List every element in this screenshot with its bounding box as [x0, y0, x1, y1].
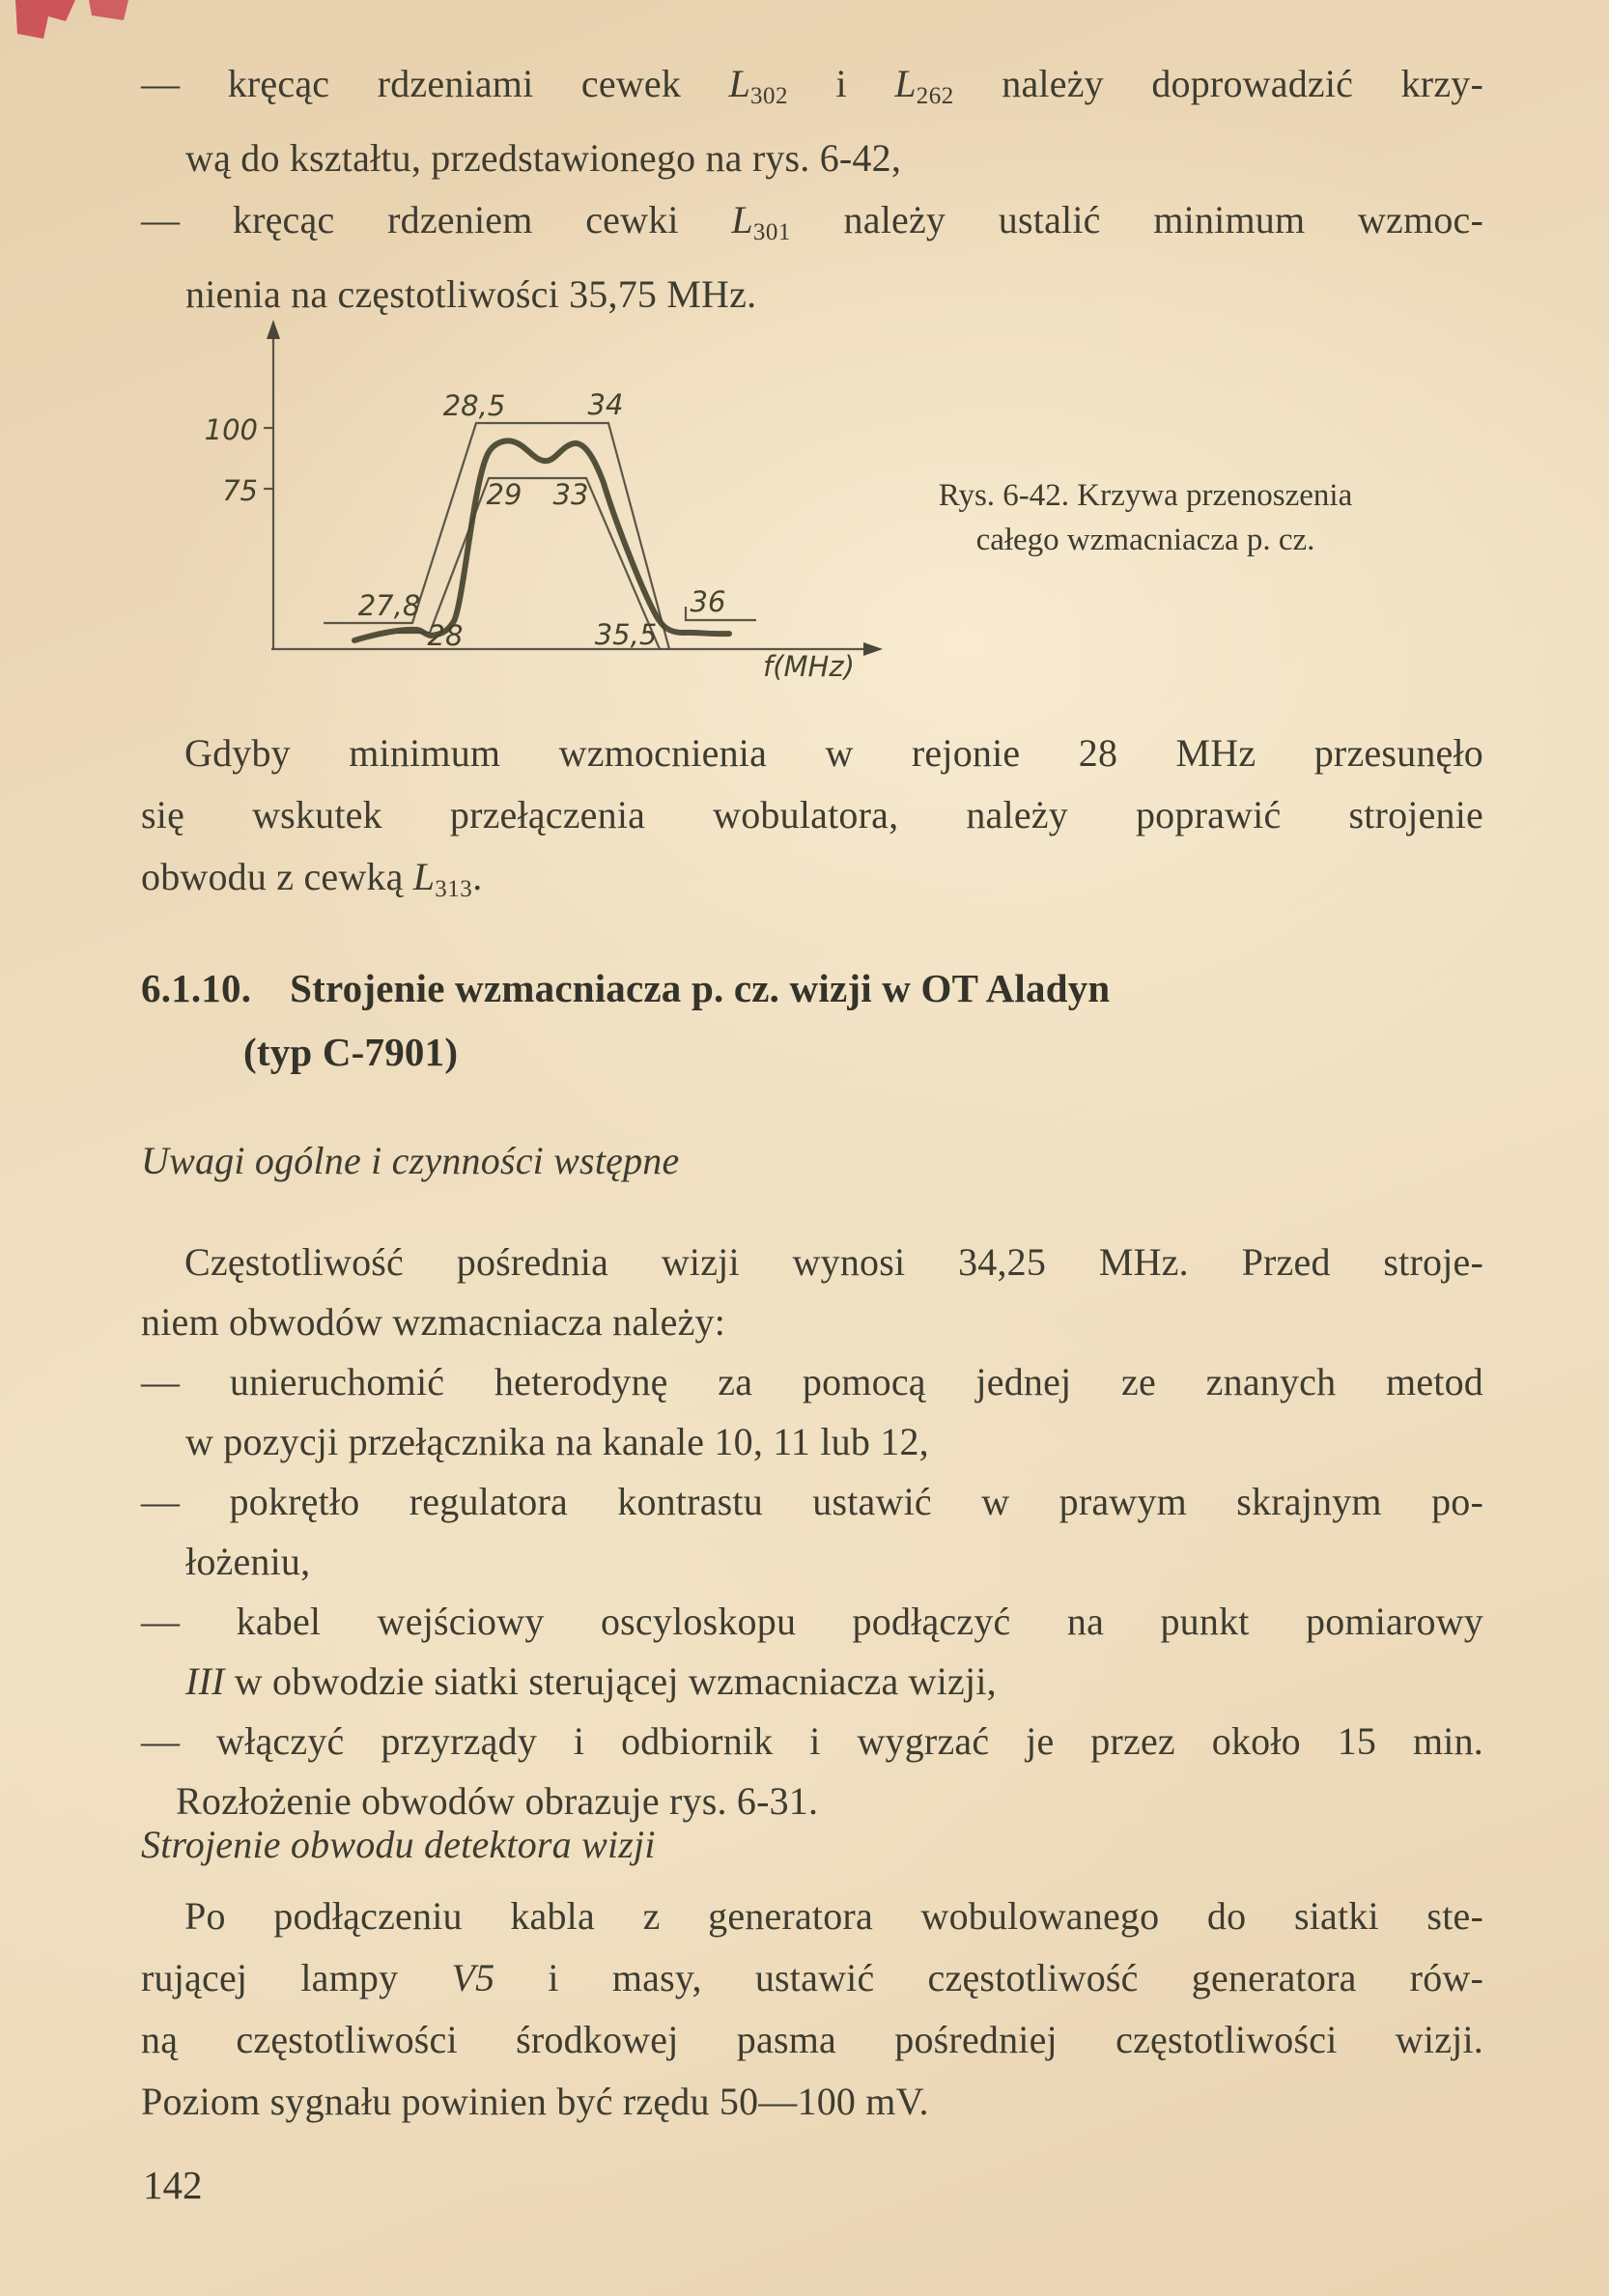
figure-caption-line: całego wzmacniacza p. cz.	[975, 523, 1315, 557]
text-segment: — unieruchomić heterodynę za pomocą jednej ze znanych metod	[141, 1360, 1483, 1403]
text-segment: L	[731, 198, 753, 241]
freq-label-28: 28	[427, 619, 464, 652]
freq-label-28-5: 28,5	[442, 389, 506, 422]
text-segment: się wskutek przełączenia wobulatora, należy poprawić strojenie	[141, 793, 1483, 836]
text-segment: — włączyć przyrządy i odbiornik i wygrzać je przez około 15 min.	[141, 1719, 1483, 1763]
list-item-line	[141, 1712, 1483, 1772]
y-tick-label-75: 75	[222, 474, 258, 507]
text-segment: i	[788, 62, 895, 105]
text-segment: .	[472, 855, 483, 898]
tuning-preparation-block	[141, 1233, 1483, 1831]
text-segment: wą do kształtu, przedstawionego na rys. 6-42,	[185, 136, 902, 180]
text-segment: i masy, ustawić częstotliwość generatora rów-	[494, 1956, 1483, 1999]
list-item-line	[141, 1592, 1483, 1652]
text-segment: III	[185, 1659, 225, 1703]
red-mark	[15, 0, 75, 39]
subheading-uwagi-ogolne: Uwagi ogólne i czynności wstępne	[141, 1139, 680, 1182]
text-segment: L	[412, 855, 436, 898]
text-segment: (typ C-7901)	[243, 1030, 459, 1074]
paragraph-line	[141, 1947, 1483, 2009]
figure-6-42	[169, 314, 884, 681]
text-segment: w obwodzie siatki sterującej wzmacniacza wizji,	[224, 1659, 997, 1703]
text-segment: — pokrętło regulatora kontrastu ustawić w prawym skrajnym po-	[141, 1480, 1483, 1523]
text-segment: ną częstotliwości środkowej pasma pośredniej częstotliwości wizji.	[141, 2018, 1483, 2061]
text-segment: Poziom sygnału powinien być rzędu 50—100 mV.	[141, 2080, 929, 2123]
text-segment: — kręcąc rdzeniem cewki	[141, 198, 732, 241]
x-axis-arrow-icon	[863, 642, 883, 656]
list-item-line	[141, 189, 1483, 264]
paragraph-line	[141, 1292, 1483, 1352]
text-segment: w pozycji przełącznika na kanale 10, 11 lub 12,	[185, 1420, 929, 1463]
y-tick-label-100: 100	[204, 413, 258, 446]
text-segment: rującej lampy	[141, 1956, 452, 1999]
paragraph-po-podlaczeniu	[141, 1885, 1483, 2133]
paragraph-line	[141, 2009, 1483, 2071]
list-item-line	[141, 1472, 1483, 1532]
text-segment: Rozłożenie obwodów obrazuje rys. 6-31.	[176, 1779, 819, 1823]
freq-label-34: 34	[587, 388, 624, 421]
freq-label-29: 29	[486, 478, 522, 511]
text-segment: należy doprowadzić krzy-	[953, 62, 1484, 105]
freq-label-35-5: 35,5	[594, 618, 658, 651]
paragraph-line	[141, 723, 1483, 784]
section-heading-line	[141, 1020, 1483, 1084]
text-segment: Po podłączeniu kabla z generatora wobulowanego do siatki ste-	[184, 1894, 1483, 1938]
paragraph-line	[141, 2071, 1483, 2133]
section-heading-line	[141, 956, 1483, 1020]
text-segment: 6.1.10.	[141, 966, 252, 1010]
text-segment: — kabel wejściowy oscyloskopu podłączyć na punkt pomiarowy	[141, 1600, 1483, 1643]
paragraph-line	[141, 1233, 1483, 1292]
text-segment: 302	[750, 83, 789, 109]
text-segment: Częstotliwość pośrednia wizji wynosi 34,25 MHz. Przed stroje-	[184, 1240, 1483, 1284]
list-item-line	[141, 1412, 1483, 1472]
text-segment: Strojenie wzmacniacza p. cz. wizji w OT Aladyn	[290, 966, 1111, 1010]
freq-label-33: 33	[552, 478, 589, 511]
text-segment: nienia na częstotliwości 35,75 MHz.	[185, 272, 757, 316]
freq-label-27-8: 27,8	[357, 589, 421, 622]
page-number: 142	[143, 2163, 203, 2207]
text-segment: 301	[752, 219, 791, 245]
list-item-line	[141, 1652, 1483, 1712]
list-item-line	[141, 1352, 1483, 1412]
red-ink-corner-marks	[0, 0, 155, 48]
text-segment: należy ustalić minimum wzmoc-	[790, 198, 1483, 241]
text-segment: niem obwodów wzmacniacza należy:	[141, 1300, 726, 1344]
text-segment: L	[728, 62, 751, 105]
text-segment: obwodu z cewką	[141, 855, 413, 898]
figure-caption-line: Rys. 6-42. Krzywa przenoszenia	[938, 478, 1353, 513]
red-mark	[89, 0, 128, 20]
text-segment: łożeniu,	[185, 1540, 311, 1583]
list-item-line	[141, 128, 1483, 189]
intro-bullet-list	[141, 53, 1483, 326]
figure-axes	[205, 320, 883, 681]
text-segment: L	[894, 62, 917, 105]
text-segment: 313	[435, 876, 473, 902]
subheading-strojenie-detektora: Strojenie obwodu detektora wizji	[141, 1823, 656, 1866]
text-segment: 262	[916, 83, 954, 109]
list-item-line	[141, 53, 1483, 128]
paragraph-line	[141, 1885, 1483, 1947]
freq-label-36: 36	[690, 585, 726, 618]
section-heading-6-1-10	[141, 956, 1483, 1084]
text-segment: V5	[451, 1956, 495, 1999]
paragraph-line	[141, 846, 1483, 921]
paragraph-gdyby	[141, 723, 1483, 921]
text-segment: — kręcąc rdzeniami cewek	[141, 62, 729, 105]
text-segment: Gdyby minimum wzmocnienia w rejonie 28 MHz przesunęło	[184, 731, 1483, 775]
x-axis-label: f(MHz)	[763, 650, 855, 681]
list-item-line	[141, 1532, 1483, 1592]
figure-caption	[919, 473, 1371, 562]
y-axis-arrow-icon	[267, 320, 280, 339]
paragraph-line	[141, 784, 1483, 846]
